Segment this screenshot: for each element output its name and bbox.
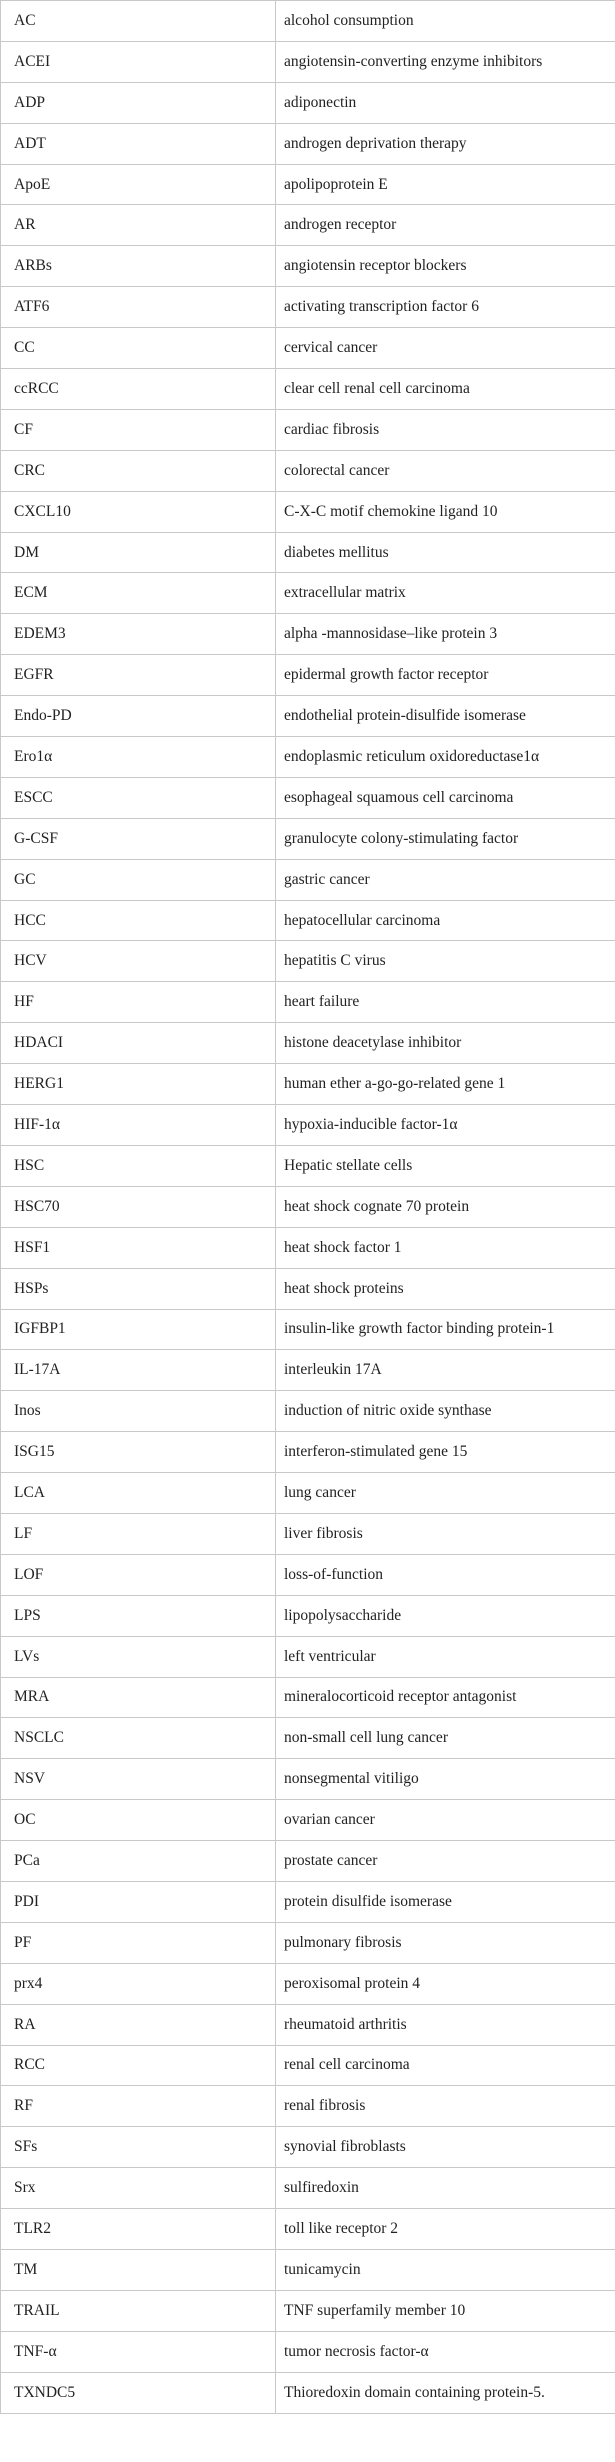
definition-cell: cardiac fibrosis [276, 409, 615, 450]
abbreviation-cell: OC [1, 1800, 276, 1841]
definition-cell: hypoxia-inducible factor-1α [276, 1105, 615, 1146]
definition-cell: insulin-like growth factor binding protein-1 [276, 1309, 615, 1350]
table-row [1, 1841, 615, 1882]
table-row [1, 737, 615, 778]
table-row [1, 1595, 615, 1636]
abbreviation-cell: IGFBP1 [1, 1309, 276, 1350]
definition-cell: Thioredoxin domain containing protein-5. [276, 2372, 615, 2413]
table-row [1, 1350, 615, 1391]
table-row [1, 2290, 615, 2331]
table-row [1, 1391, 615, 1432]
abbreviation-cell: ADP [1, 82, 276, 123]
table-row [1, 409, 615, 450]
table-row [1, 1023, 615, 1064]
abbreviation-cell: HDACI [1, 1023, 276, 1064]
table-row [1, 164, 615, 205]
definition-cell: rheumatoid arthritis [276, 2004, 615, 2045]
abbreviation-cell: GC [1, 859, 276, 900]
definition-cell: human ether a-go-go-related gene 1 [276, 1064, 615, 1105]
table-row [1, 2168, 615, 2209]
abbreviation-cell: HCV [1, 941, 276, 982]
table-row [1, 328, 615, 369]
abbreviation-cell: ISG15 [1, 1432, 276, 1473]
abbreviation-cell: IL-17A [1, 1350, 276, 1391]
abbreviation-cell: CF [1, 409, 276, 450]
definition-cell: gastric cancer [276, 859, 615, 900]
definition-cell: heat shock cognate 70 protein [276, 1186, 615, 1227]
abbreviation-cell: LPS [1, 1595, 276, 1636]
abbreviation-cell: Ero1α [1, 737, 276, 778]
definition-cell: nonsegmental vitiligo [276, 1759, 615, 1800]
definition-cell: Hepatic stellate cells [276, 1145, 615, 1186]
definition-cell: left ventricular [276, 1636, 615, 1677]
table-row [1, 1677, 615, 1718]
table-row [1, 777, 615, 818]
abbreviation-cell: ApoE [1, 164, 276, 205]
definition-cell: ovarian cancer [276, 1800, 615, 1841]
definition-cell: apolipoprotein E [276, 164, 615, 205]
definition-cell: tumor necrosis factor-α [276, 2331, 615, 2372]
abbreviation-cell: DM [1, 532, 276, 573]
abbreviation-cell: HCC [1, 900, 276, 941]
abbreviation-cell: ESCC [1, 777, 276, 818]
definition-cell: granulocyte colony-stimulating factor [276, 818, 615, 859]
abbreviation-cell: Inos [1, 1391, 276, 1432]
abbreviation-cell: AC [1, 1, 276, 42]
definition-cell: induction of nitric oxide synthase [276, 1391, 615, 1432]
table-row [1, 1759, 615, 1800]
table-row [1, 1963, 615, 2004]
abbreviation-cell: prx4 [1, 1963, 276, 2004]
definition-cell: sulfiredoxin [276, 2168, 615, 2209]
table-row [1, 614, 615, 655]
definition-cell: renal fibrosis [276, 2086, 615, 2127]
table-row [1, 1800, 615, 1841]
abbreviation-cell: EDEM3 [1, 614, 276, 655]
abbreviation-cell: ATF6 [1, 287, 276, 328]
definition-cell: colorectal cancer [276, 450, 615, 491]
definition-cell: lipopolysaccharide [276, 1595, 615, 1636]
abbreviation-cell: Endo-PD [1, 696, 276, 737]
table-row [1, 1227, 615, 1268]
definition-cell: peroxisomal protein 4 [276, 1963, 615, 2004]
abbreviation-cell: AR [1, 205, 276, 246]
table-row [1, 573, 615, 614]
definition-cell: TNF superfamily member 10 [276, 2290, 615, 2331]
definition-cell: androgen deprivation therapy [276, 123, 615, 164]
abbreviation-cell: HIF-1α [1, 1105, 276, 1146]
definition-cell: interleukin 17A [276, 1350, 615, 1391]
table-row [1, 1064, 615, 1105]
definition-cell: loss-of-function [276, 1554, 615, 1595]
table-row [1, 1432, 615, 1473]
definition-cell: synovial fibroblasts [276, 2127, 615, 2168]
table-row [1, 2004, 615, 2045]
abbreviation-cell: LOF [1, 1554, 276, 1595]
definition-cell: C-X-C motif chemokine ligand 10 [276, 491, 615, 532]
table-row [1, 1881, 615, 1922]
table-row [1, 655, 615, 696]
table-row [1, 696, 615, 737]
definition-cell: alcohol consumption [276, 1, 615, 42]
table-row [1, 82, 615, 123]
definition-cell: alpha -mannosidase–like protein 3 [276, 614, 615, 655]
abbreviation-cell: PF [1, 1922, 276, 1963]
table-row [1, 2127, 615, 2168]
abbreviation-cell: TRAIL [1, 2290, 276, 2331]
definition-cell: activating transcription factor 6 [276, 287, 615, 328]
definition-cell: heat shock factor 1 [276, 1227, 615, 1268]
abbreviation-cell: PDI [1, 1881, 276, 1922]
definition-cell: endothelial protein-disulfide isomerase [276, 696, 615, 737]
table-row [1, 941, 615, 982]
abbreviation-cell: ACEI [1, 41, 276, 82]
table-row [1, 369, 615, 410]
definition-cell: adiponectin [276, 82, 615, 123]
table-row [1, 1186, 615, 1227]
definition-cell: clear cell renal cell carcinoma [276, 369, 615, 410]
table-row [1, 1, 615, 42]
table-row [1, 1636, 615, 1677]
abbreviation-cell: RF [1, 2086, 276, 2127]
table-row [1, 287, 615, 328]
abbreviation-cell: ccRCC [1, 369, 276, 410]
abbreviations-table-body [1, 1, 615, 2414]
abbreviation-cell: TLR2 [1, 2209, 276, 2250]
abbreviation-cell: EGFR [1, 655, 276, 696]
abbreviation-cell: ECM [1, 573, 276, 614]
definition-cell: interferon-stimulated gene 15 [276, 1432, 615, 1473]
definition-cell: protein disulfide isomerase [276, 1881, 615, 1922]
abbreviation-cell: ARBs [1, 246, 276, 287]
abbreviation-cell: TM [1, 2249, 276, 2290]
abbreviation-cell: TNF-α [1, 2331, 276, 2372]
definition-cell: lung cancer [276, 1473, 615, 1514]
definition-cell: cervical cancer [276, 328, 615, 369]
abbreviation-cell: MRA [1, 1677, 276, 1718]
definition-cell: angiotensin receptor blockers [276, 246, 615, 287]
table-row [1, 1922, 615, 1963]
abbreviation-cell: TXNDC5 [1, 2372, 276, 2413]
abbreviation-cell: LF [1, 1513, 276, 1554]
abbreviation-cell: LVs [1, 1636, 276, 1677]
definition-cell: tunicamycin [276, 2249, 615, 2290]
definition-cell: endoplasmic reticulum oxidoreductase1α [276, 737, 615, 778]
table-row [1, 2045, 615, 2086]
definition-cell: histone deacetylase inhibitor [276, 1023, 615, 1064]
table-row [1, 900, 615, 941]
definition-cell: liver fibrosis [276, 1513, 615, 1554]
table-row [1, 2331, 615, 2372]
table-row [1, 2086, 615, 2127]
definition-cell: esophageal squamous cell carcinoma [276, 777, 615, 818]
definition-cell: non-small cell lung cancer [276, 1718, 615, 1759]
table-row [1, 859, 615, 900]
definition-cell: diabetes mellitus [276, 532, 615, 573]
table-row [1, 1309, 615, 1350]
definition-cell: pulmonary fibrosis [276, 1922, 615, 1963]
definition-cell: epidermal growth factor receptor [276, 655, 615, 696]
table-row [1, 982, 615, 1023]
abbreviation-cell: SFs [1, 2127, 276, 2168]
definition-cell: toll like receptor 2 [276, 2209, 615, 2250]
definition-cell: heat shock proteins [276, 1268, 615, 1309]
table-row [1, 205, 615, 246]
table-row [1, 1105, 615, 1146]
definition-cell: prostate cancer [276, 1841, 615, 1882]
abbreviation-cell: G-CSF [1, 818, 276, 859]
definition-cell: renal cell carcinoma [276, 2045, 615, 2086]
definition-cell: hepatocellular carcinoma [276, 900, 615, 941]
table-row [1, 491, 615, 532]
abbreviation-cell: ADT [1, 123, 276, 164]
definition-cell: angiotensin-converting enzyme inhibitors [276, 41, 615, 82]
table-row [1, 41, 615, 82]
abbreviation-cell: HSPs [1, 1268, 276, 1309]
definition-cell: extracellular matrix [276, 573, 615, 614]
abbreviation-cell: CRC [1, 450, 276, 491]
definition-cell: hepatitis C virus [276, 941, 615, 982]
definition-cell: heart failure [276, 982, 615, 1023]
table-row [1, 1268, 615, 1309]
definition-cell: mineralocorticoid receptor antagonist [276, 1677, 615, 1718]
definition-cell: androgen receptor [276, 205, 615, 246]
table-row [1, 123, 615, 164]
abbreviation-cell: NSV [1, 1759, 276, 1800]
abbreviation-cell: HSC70 [1, 1186, 276, 1227]
abbreviation-cell: HERG1 [1, 1064, 276, 1105]
table-row [1, 2209, 615, 2250]
abbreviation-cell: PCa [1, 1841, 276, 1882]
abbreviation-cell: CC [1, 328, 276, 369]
abbreviation-cell: CXCL10 [1, 491, 276, 532]
table-row [1, 1554, 615, 1595]
table-row [1, 818, 615, 859]
table-row [1, 1513, 615, 1554]
table-row [1, 1473, 615, 1514]
abbreviation-cell: NSCLC [1, 1718, 276, 1759]
abbreviation-cell: HSC [1, 1145, 276, 1186]
table-row [1, 2249, 615, 2290]
abbreviation-cell: RA [1, 2004, 276, 2045]
table-row [1, 246, 615, 287]
table-row [1, 1718, 615, 1759]
table-row [1, 450, 615, 491]
table-row [1, 2372, 615, 2413]
abbreviation-cell: RCC [1, 2045, 276, 2086]
table-row [1, 532, 615, 573]
abbreviation-cell: HF [1, 982, 276, 1023]
abbreviation-cell: Srx [1, 2168, 276, 2209]
table-row [1, 1145, 615, 1186]
abbreviation-cell: LCA [1, 1473, 276, 1514]
abbreviation-cell: HSF1 [1, 1227, 276, 1268]
